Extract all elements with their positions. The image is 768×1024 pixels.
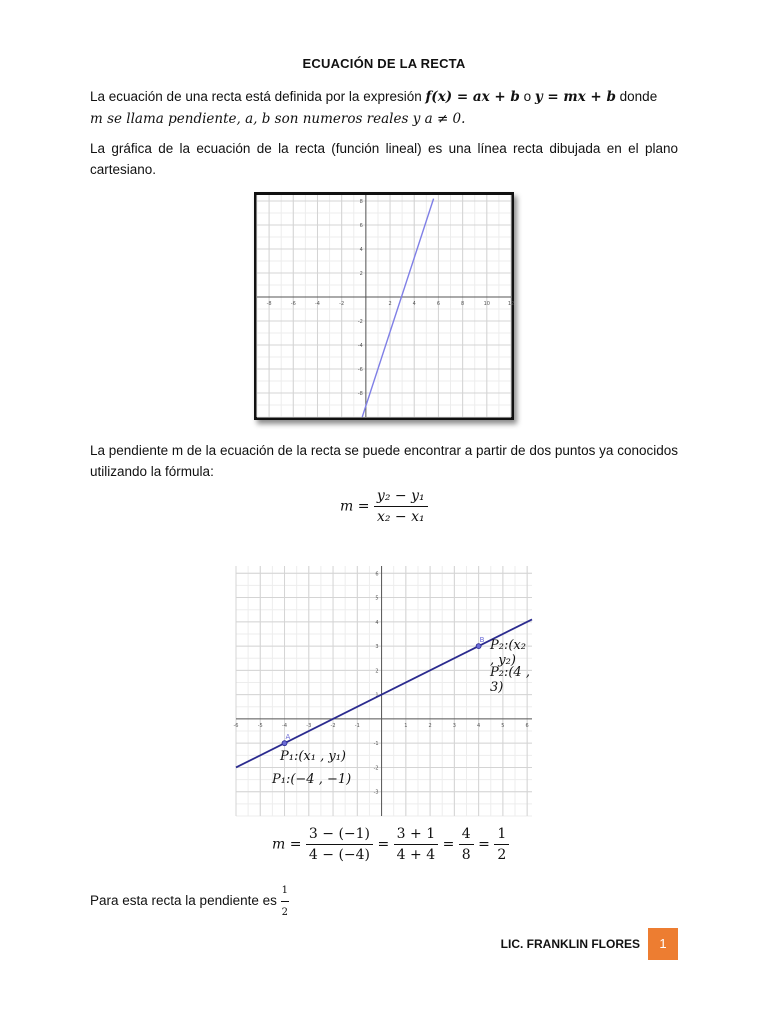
- calc-f3-num: 4: [459, 826, 474, 845]
- calc-f1-den: 4 − (−4): [308, 847, 371, 863]
- x-tick-label: 4: [412, 301, 416, 307]
- calc-equals-3: =: [478, 836, 490, 853]
- x-tick-label: 3: [452, 722, 456, 729]
- slope-formula: [340, 488, 428, 525]
- paragraph-definition: [90, 86, 678, 130]
- y-tick-label: 2: [375, 668, 379, 675]
- connector-donde: donde: [619, 89, 658, 104]
- x-tick-label: -4: [282, 722, 288, 729]
- x-tick-label: -6: [290, 301, 296, 307]
- x-tick-label: -4: [314, 301, 320, 307]
- y-tick-label: 8: [359, 199, 363, 205]
- slope-numerator: y₂ − y₁: [374, 488, 428, 507]
- definition-line-2: m se llama pendiente, a, b son numeros reales y a ≠ 0.: [90, 111, 466, 127]
- definition-text: La ecuación de una recta está definida por la expresión: [90, 89, 422, 104]
- y-tick-label: -1: [373, 741, 379, 748]
- y-tick-label: 4: [375, 619, 379, 626]
- x-tick-label: 6: [525, 722, 529, 729]
- label-p2-general: P₂:(x₂ , y₂): [490, 638, 526, 668]
- slope-fraction: [374, 488, 428, 525]
- conclusion-text: Para esta recta la pendiente es: [90, 893, 277, 909]
- x-tick-label: -2: [339, 301, 345, 307]
- label-p1-value: P₁:(−4 , −1): [272, 772, 352, 787]
- calc-fraction-4: [494, 826, 509, 863]
- x-tick-label: 4: [477, 722, 481, 729]
- paragraph-slope-intro: La pendiente m de la ecuación de la recta se puede encontrar a partir de dos puntos ya conocidos utilizando la fórmula:: [90, 443, 678, 479]
- x-tick-label: 6: [436, 301, 441, 307]
- point-label-b: B: [479, 636, 485, 645]
- page-title: ECUACIÓN DE LA RECTA: [302, 56, 466, 71]
- calc-f2-den: 4 + 4: [396, 847, 436, 863]
- y-tick-label: -4: [357, 343, 363, 349]
- chart-1-svg: [257, 195, 515, 417]
- point-label-a: A: [285, 733, 291, 742]
- calc-fraction-2: [394, 826, 438, 863]
- point-a: [282, 741, 287, 746]
- calc-equals-2: =: [442, 836, 455, 853]
- y-tick-label: 6: [359, 223, 363, 229]
- expression-y: y = mx + b: [534, 89, 616, 105]
- series-line: [233, 619, 532, 767]
- line-graph-1: [254, 192, 514, 420]
- calc-equals-1: =: [377, 836, 390, 853]
- x-tick-label: -5: [257, 722, 263, 729]
- x-tick-label: -1: [354, 722, 360, 729]
- x-tick-label: 5: [501, 722, 505, 729]
- page-number-badge: 1: [648, 928, 678, 960]
- conclusion-den: 2: [281, 907, 289, 918]
- x-tick-label: -3: [306, 722, 312, 729]
- calc-f2-num: 3 + 1: [394, 826, 438, 845]
- x-tick-label: 10: [483, 301, 490, 307]
- x-tick-label: 2: [428, 722, 432, 729]
- x-tick-label: 2: [388, 301, 392, 307]
- calc-fraction-3: [459, 826, 474, 863]
- y-tick-label: 6: [375, 571, 379, 578]
- x-tick-label: 1: [404, 722, 408, 729]
- x-tick-label: -6: [233, 722, 239, 729]
- footer-author: LIC. FRANKLIN FLORES: [500, 937, 640, 951]
- y-tick-label: -6: [357, 367, 363, 373]
- point-b: [476, 644, 481, 649]
- y-tick-label: -2: [373, 765, 379, 772]
- conclusion-fraction: [281, 880, 289, 923]
- label-p1-general: P₁:(x₁ , y₁): [280, 749, 346, 764]
- label-p2-value: P₂:(4 , 3): [490, 665, 530, 695]
- line-graph-2: [233, 566, 532, 816]
- expression-f: f(x) = ax + b: [425, 89, 520, 105]
- x-tick-label: 12: [507, 301, 515, 307]
- slope-denominator: x₂ − x₁: [376, 509, 425, 525]
- x-tick-label: -8: [266, 301, 272, 307]
- slope-lhs: m =: [340, 498, 370, 515]
- y-tick-label: 4: [359, 247, 363, 253]
- connector-text: o: [523, 89, 532, 104]
- y-tick-label: 5: [375, 595, 379, 602]
- x-tick-label: 8: [461, 301, 465, 307]
- y-tick-label: -8: [357, 391, 363, 397]
- y-tick-label: -2: [357, 319, 363, 325]
- page-footer: [500, 928, 678, 960]
- conclusion-num: 1: [281, 880, 289, 902]
- calc-fraction-1: [306, 826, 373, 863]
- x-tick-label: -2: [330, 722, 336, 729]
- paragraph-graph-description: La gráfica de la ecuación de la recta (función lineal) es una línea recta dibujada en el plano cartesiano.: [90, 141, 678, 177]
- calc-f1-num: 3 − (−1): [306, 826, 373, 845]
- calc-lhs: m =: [272, 836, 302, 853]
- y-tick-label: 1: [375, 692, 379, 699]
- y-tick-label: 2: [359, 271, 363, 277]
- paragraph-conclusion: [90, 880, 678, 923]
- slope-calculation: [272, 826, 509, 863]
- y-tick-label: -3: [373, 789, 379, 796]
- calc-f4-den: 2: [497, 847, 507, 863]
- calc-f3-den: 8: [461, 847, 471, 863]
- series-line: [359, 199, 433, 417]
- calc-f4-num: 1: [494, 826, 509, 845]
- y-tick-label: 3: [375, 644, 379, 651]
